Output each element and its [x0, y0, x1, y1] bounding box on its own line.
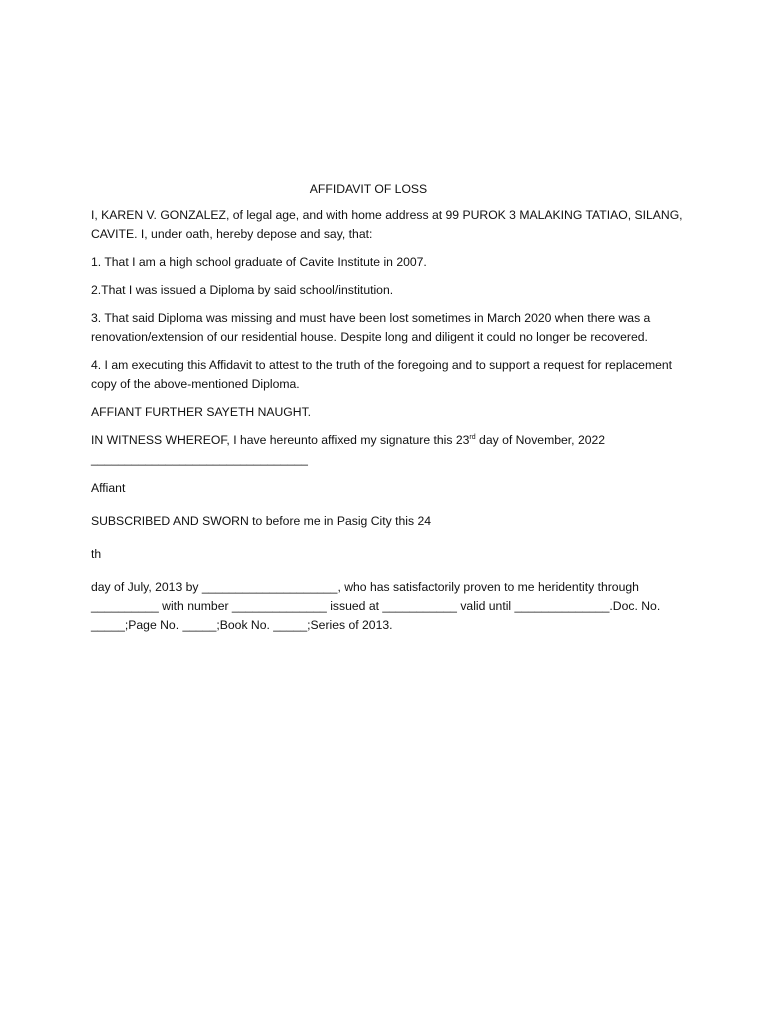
statement-3: 3. That said Diploma was missing and must have been lost sometimes in March 2020 when there was a renovation/extension of our residential house. Despite long and diligent it could no longer be recovered.: [91, 311, 651, 344]
signature-line: ________________________________: [91, 452, 308, 466]
witness-paragraph: [91, 431, 691, 450]
ordinal-suffix: th: [91, 547, 102, 561]
jurat-paragraph: day of July, 2013 by ____________________, who has satisfactorily proven to me heridentity through __________ with number ______________ issued at ___________ valid until ______________.Doc. No. _____;Page No. _____;Book No. _____;Series of 2013.: [91, 580, 661, 632]
affiant-label: Affiant: [91, 481, 126, 495]
witness-text: IN WITNESS WHEREOF, I have hereunto affixed my signature this 23: [91, 433, 470, 447]
statement-1: 1. That I am a high school graduate of Cavite Institute in 2007.: [91, 255, 427, 269]
document-body: [91, 180, 691, 644]
intro-paragraph: I, KAREN V. GONZALEZ, of legal age, and with home address at 99 PUROK 3 MALAKING TATIAO, SILANG, CAVITE. I, under oath, hereby depose and say, that:: [91, 208, 683, 241]
further-sayeth: AFFIANT FURTHER SAYETH NAUGHT.: [91, 405, 312, 419]
statement-2: 2.That I was issued a Diploma by said school/institution.: [91, 283, 394, 297]
witness-date: day of November, 2022: [475, 433, 606, 447]
witness-ordinal: rd: [469, 433, 476, 441]
statement-4: 4. I am executing this Affidavit to attest to the truth of the foregoing and to support a request for replacement copy of the above-mentioned Diploma.: [91, 358, 673, 391]
subscribed-paragraph: SUBSCRIBED AND SWORN to before me in Pasig City this 24: [91, 514, 432, 528]
document-title: AFFIDAVIT OF LOSS: [309, 182, 428, 196]
